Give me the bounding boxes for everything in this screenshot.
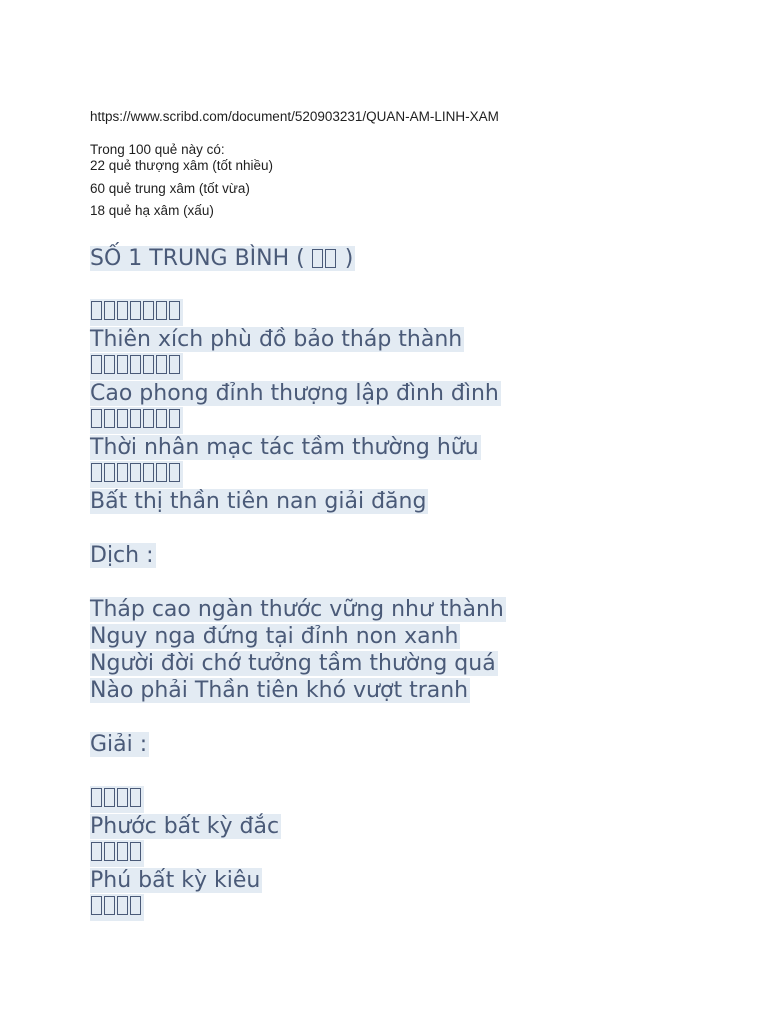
missing-glyph-icon: [117, 463, 128, 482]
missing-glyph-icon: [117, 788, 128, 807]
missing-glyph-icon: [130, 409, 141, 428]
missing-glyph-icon: [117, 301, 128, 320]
missing-glyph-icon: [169, 355, 180, 374]
translation-line-4: Nào phải Thần tiên khó vượt tranh: [90, 678, 469, 703]
missing-glyph-icon: [130, 355, 141, 374]
missing-glyph-icon: [117, 355, 128, 374]
missing-glyph-icon: [104, 842, 115, 861]
missing-glyph-icon: [325, 249, 336, 268]
missing-glyph-icon: [117, 842, 128, 861]
missing-glyph-icon: [156, 355, 167, 374]
missing-glyph-icon: [91, 355, 102, 374]
explanation-line-2: Phú bất kỳ kiêu: [90, 868, 261, 893]
missing-glyph-icon: [169, 463, 180, 482]
missing-glyph-icon: [104, 409, 115, 428]
missing-glyph-icon: [104, 463, 115, 482]
missing-glyph-icon: [91, 896, 102, 915]
poem-line-3: Thời nhân mạc tác tầm thường hữu: [90, 435, 479, 460]
missing-glyph-icon: [156, 463, 167, 482]
missing-glyph-icon: [156, 301, 167, 320]
intro-line-3: 60 quẻ trung xâm (tốt vừa): [90, 181, 250, 196]
chinese-glyph-row: [90, 840, 144, 867]
explanation-line-1: Phước bất kỳ đắc: [90, 814, 280, 839]
missing-glyph-icon: [91, 788, 102, 807]
missing-glyph-icon: [169, 409, 180, 428]
poem-line-1: Thiên xích phù đồ bảo tháp thành: [90, 327, 463, 352]
missing-glyph-icon: [104, 355, 115, 374]
chinese-glyph-row: [90, 299, 183, 326]
translation-heading: Dịch :: [90, 543, 154, 568]
source-url[interactable]: https://www.scribd.com/document/520903231/QUAN-AM-LINH-XAM: [90, 109, 499, 124]
intro-line-2: 22 quẻ thượng xâm (tốt nhiều): [90, 158, 273, 173]
missing-glyph-icon: [130, 463, 141, 482]
section-title-prefix: SỐ 1 TRUNG BÌNH (: [90, 246, 305, 271]
missing-glyph-icon: [91, 409, 102, 428]
section-title: [90, 245, 355, 272]
section-title-suffix: ): [344, 246, 354, 271]
translation-line-3: Người đời chớ tưởng tầm thường quá: [90, 651, 496, 676]
missing-glyph-icon: [130, 788, 141, 807]
chinese-glyph-row: [90, 894, 144, 921]
intro-line-1: Trong 100 quẻ này có:: [90, 142, 225, 157]
missing-glyph-icon: [169, 301, 180, 320]
missing-glyph-icon: [130, 301, 141, 320]
missing-glyph-icon: [156, 409, 167, 428]
missing-glyph-icon: [312, 249, 323, 268]
missing-glyph-icon: [143, 355, 154, 374]
missing-glyph-icon: [91, 463, 102, 482]
missing-glyph-icon: [104, 301, 115, 320]
missing-glyph-icon: [91, 301, 102, 320]
chinese-glyph-row: [90, 461, 183, 488]
translation-line-2: Nguy nga đứng tại đỉnh non xanh: [90, 624, 459, 649]
missing-glyph-icon: [117, 896, 128, 915]
translation-line-1: Tháp cao ngàn thước vững như thành: [90, 597, 504, 622]
missing-glyph-icon: [130, 842, 141, 861]
missing-glyph-icon: [117, 409, 128, 428]
chinese-glyph-row: [90, 353, 183, 380]
chinese-glyph-row: [90, 786, 144, 813]
explanation-heading: Giải :: [90, 732, 148, 757]
missing-glyph-icon: [143, 409, 154, 428]
poem-line-2: Cao phong đỉnh thượng lập đình đình: [90, 381, 499, 406]
missing-glyph-icon: [104, 896, 115, 915]
missing-glyph-icon: [104, 788, 115, 807]
intro-line-4: 18 quẻ hạ xâm (xấu): [90, 203, 214, 218]
missing-glyph-icon: [143, 463, 154, 482]
missing-glyph-icon: [130, 896, 141, 915]
chinese-glyph-row: [90, 407, 183, 434]
poem-line-4: Bất thị thần tiên nan giải đăng: [90, 489, 427, 514]
missing-glyph-icon: [143, 301, 154, 320]
missing-glyph-icon: [91, 842, 102, 861]
